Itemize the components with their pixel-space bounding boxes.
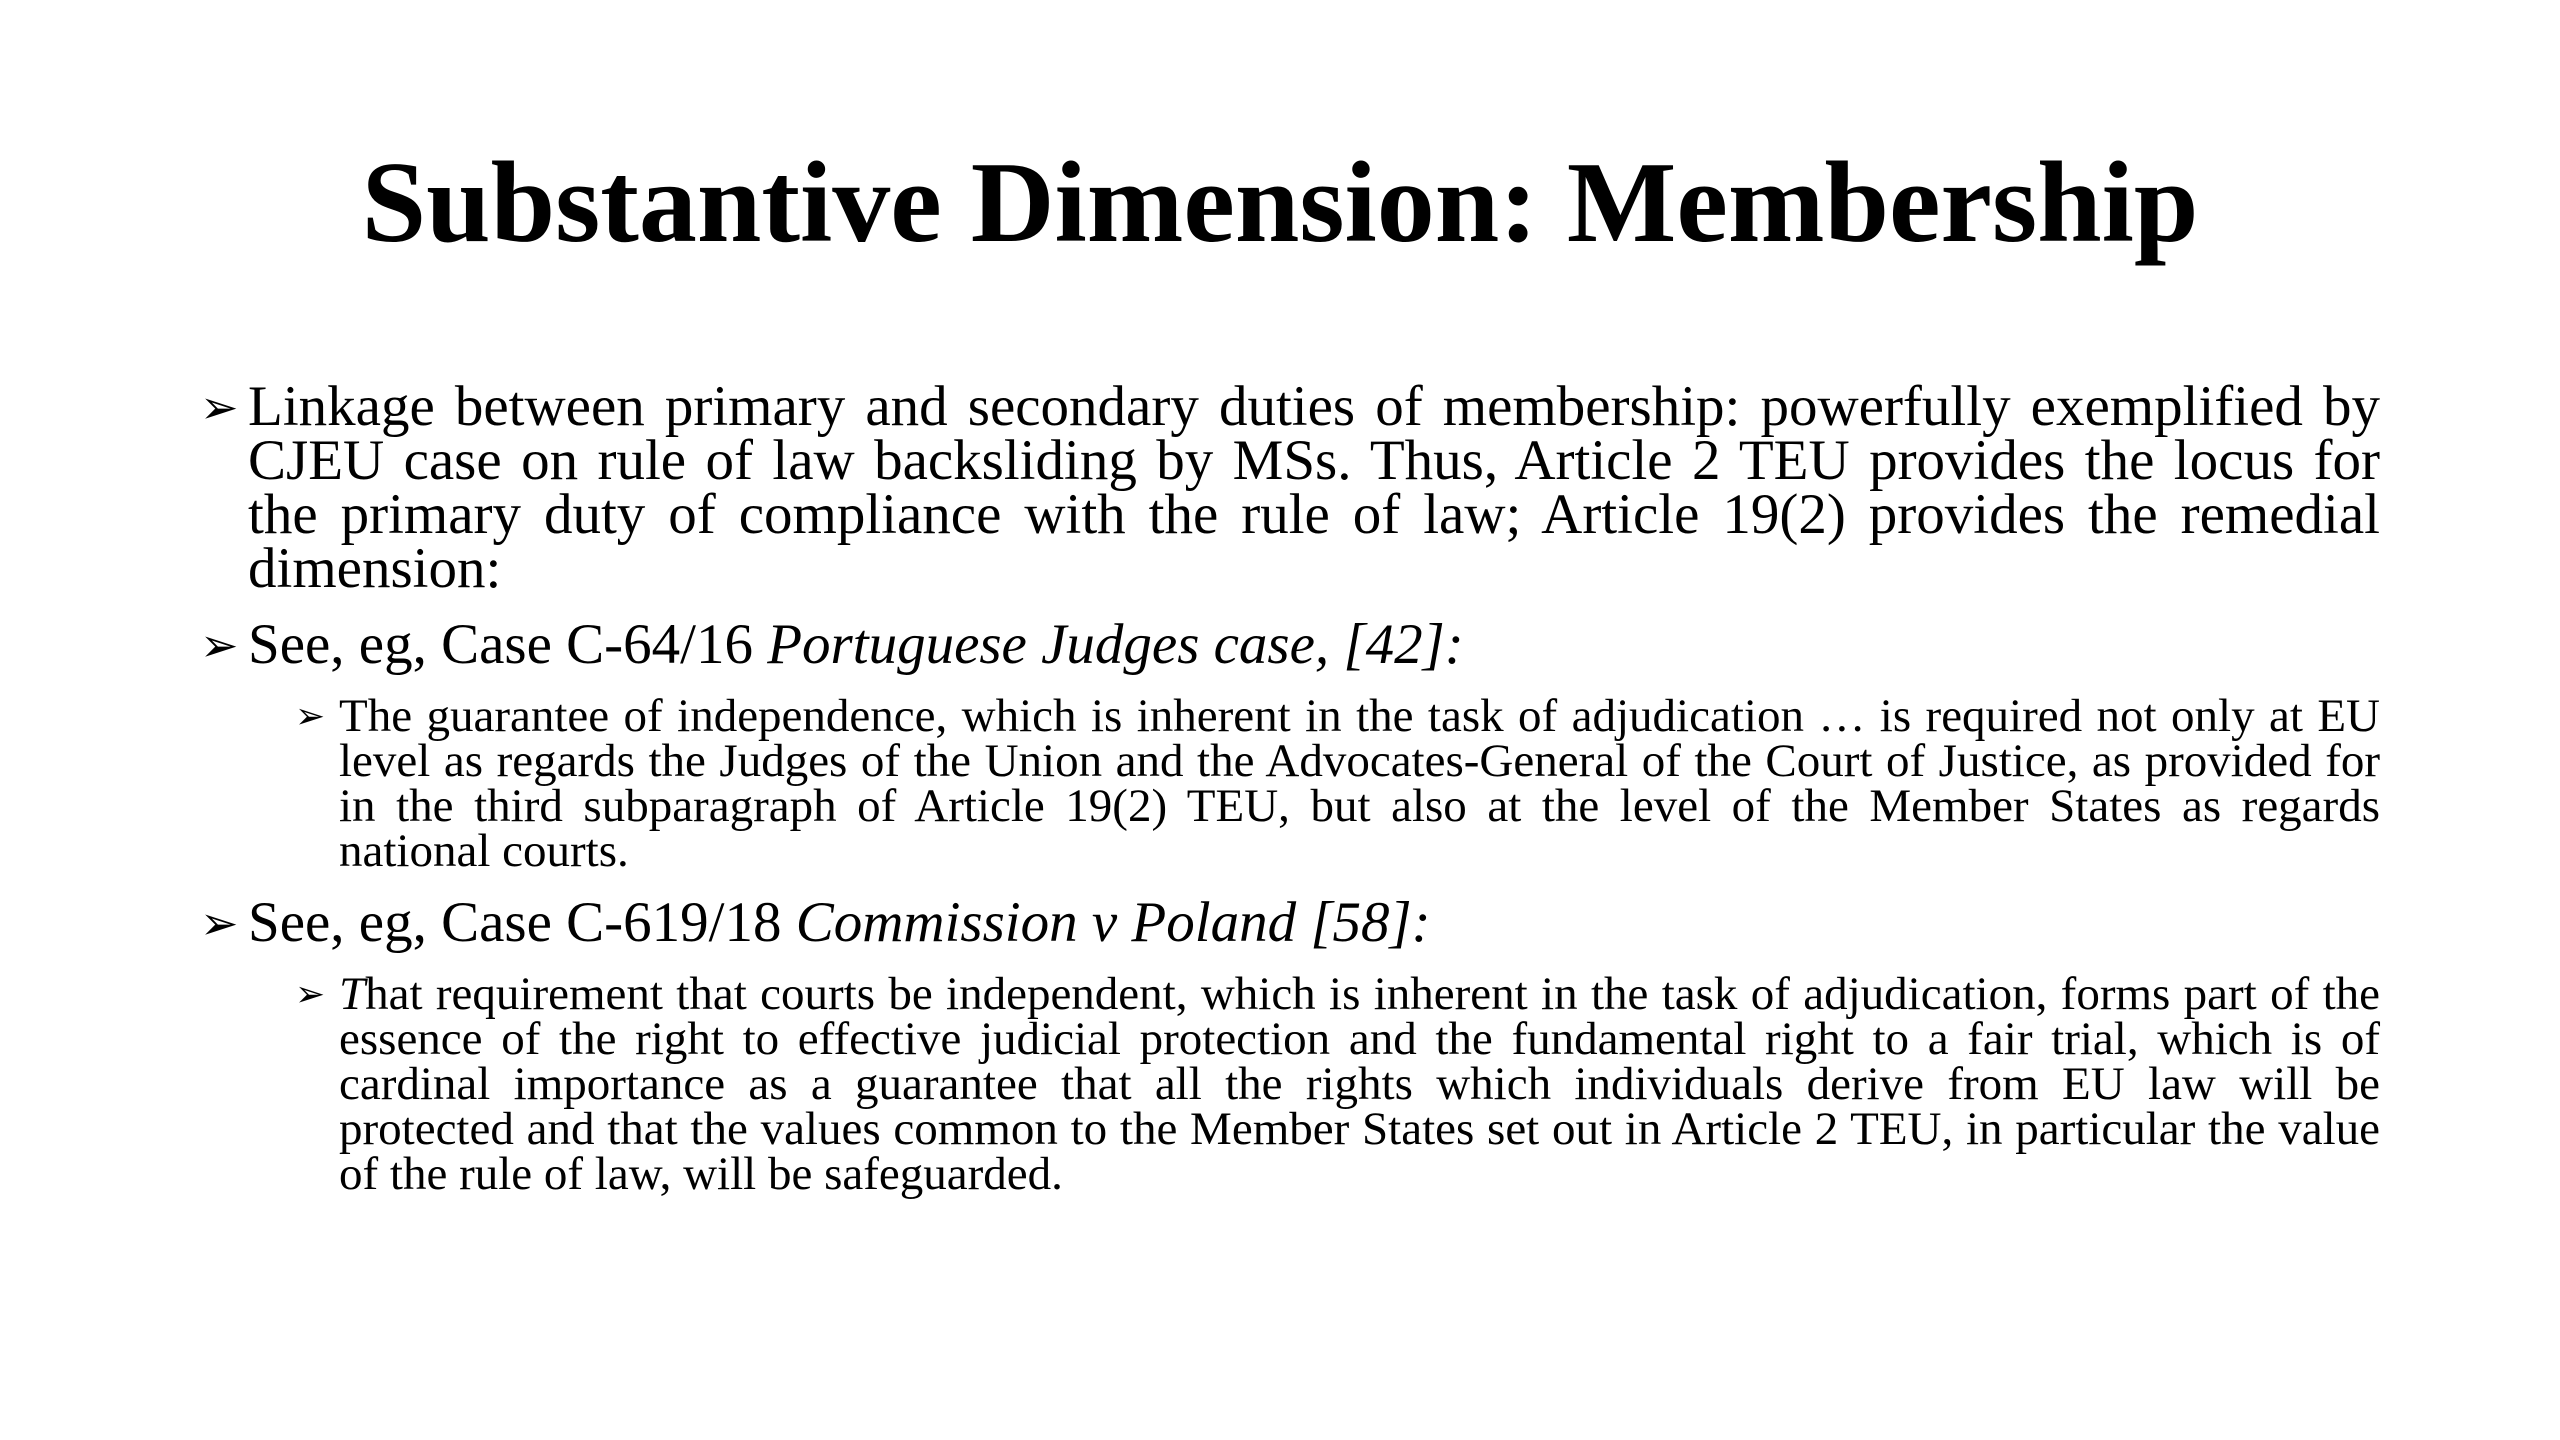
slide-title: Substantive Dimension: Membership [361,139,2199,267]
bullet-case-prefix: See, eg, Case C-619/18 [248,891,796,954]
arrow-bullet-icon: ➢ [295,974,326,1015]
sub-bullet-poland-quote [295,968,2380,1200]
slide-content [200,375,2380,1219]
sub-bullet-text: The guarantee of independence, which is inherent in the task of adjudication … is required not only at EU level as regards the Judges of the Union and the Advocates-General of the Court of Justice, as provided for in the third subparagraph of Article 19(2) TEU, but also at the level of the Member States as regards national courts. [339,690,2380,877]
sub-bullet-first-letter: T [339,968,366,1020]
bullet-case-name: Portuguese Judges case, [42]: [767,613,1464,676]
bullet-case-name: Commission v Poland [58]: [795,891,1431,954]
bullet-commission-poland [200,891,2380,954]
bullet-case-prefix: See, eg, Case C-64/16 [248,613,768,676]
bullet-text: Linkage between primary and secondary duties of membership: powerfully exemplified by CJEU case on rule of law backsliding by MSs. Thus, Article 2 TEU provides the locus for the primary duty of compliance with the rule of law; Article 19(2) provides the remedial dimension: [248,375,2380,600]
sub-bullet-text: hat requirement that courts be independent, which is inherent in the task of adjudication, forms part of the essence of the right to effective judicial protection and the fundamental right to a fair trial, which is of cardinal importance as a guarantee that all the rights which individuals derive from EU law will be protected and that the values common to the Member States set out in Article 2 TEU, in particular the value of the rule of law, will be safeguarded. [339,968,2380,1200]
arrow-bullet-icon: ➢ [295,696,326,737]
arrow-bullet-icon: ➢ [200,618,239,672]
arrow-bullet-icon: ➢ [200,380,239,434]
bullet-linkage [200,375,2380,600]
bullet-portuguese-judges [200,613,2380,676]
arrow-bullet-icon: ➢ [200,896,239,950]
sub-bullet-portuguese-quote [295,690,2380,877]
